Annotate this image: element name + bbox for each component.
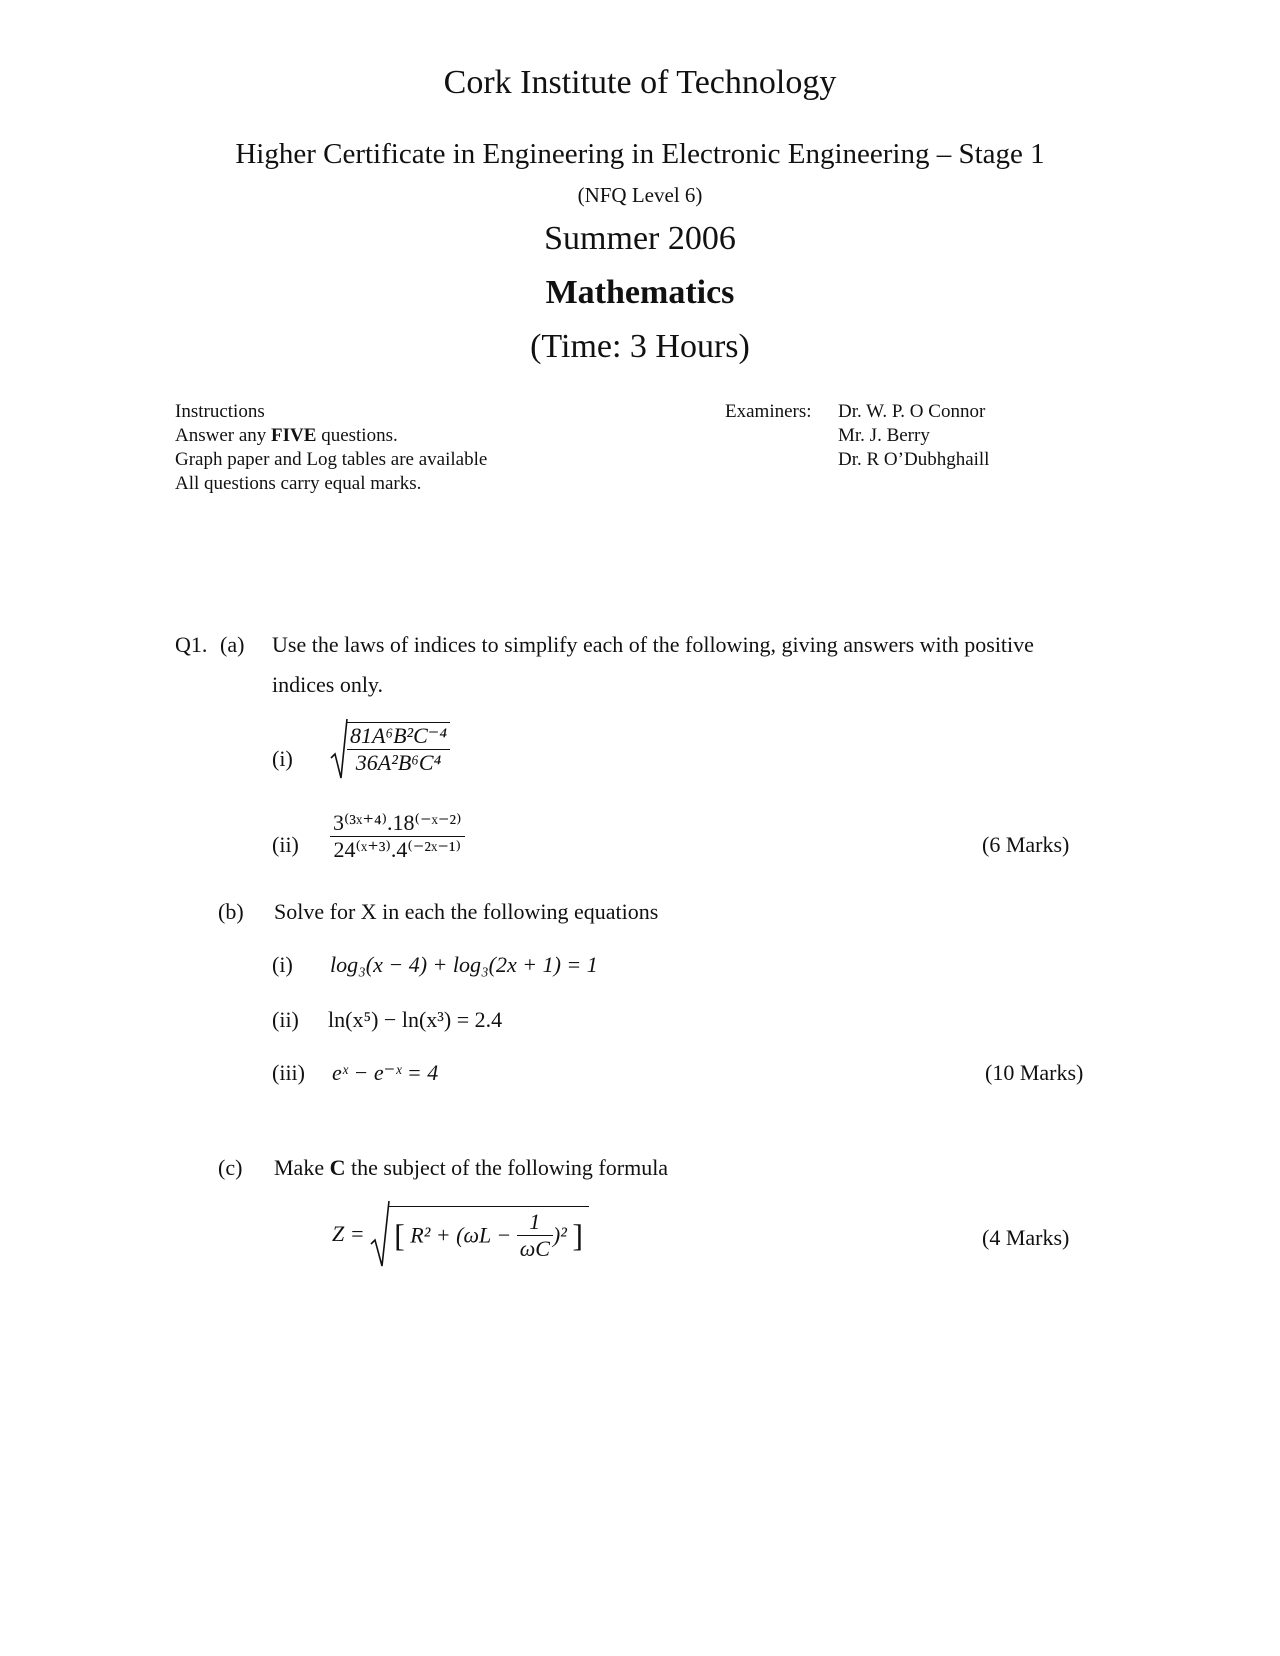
sqrt-sign	[370, 1200, 390, 1268]
part-c-formula	[332, 1200, 589, 1268]
part-b-ii-label: (ii)	[272, 1007, 299, 1032]
part-c-marks: (4 Marks)	[982, 1225, 1070, 1250]
examiner-name: Dr. W. P. O Connor	[838, 401, 986, 422]
instructions-heading: Instructions	[175, 401, 265, 422]
fraction-numerator: 81A⁶B²C⁻⁴	[350, 723, 448, 748]
fraction-numerator: 3⁽³ˣ⁺⁴⁾.18⁽⁻ˣ⁻²⁾	[333, 810, 462, 835]
exam-duration: (Time: 3 Hours)	[530, 328, 750, 365]
instruction-prefix: Answer any	[175, 425, 272, 446]
instruction-five: FIVE	[271, 425, 317, 446]
part-a-ii-expression	[330, 810, 465, 863]
formula-tail: )²	[552, 1222, 567, 1248]
part-b-iii-label: (iii)	[272, 1060, 305, 1085]
part-b-i-label: (i)	[272, 952, 293, 977]
fraction-numerator: 1	[529, 1209, 541, 1234]
fraction	[517, 1209, 553, 1262]
radical-icon	[370, 1200, 390, 1268]
instructions-block	[175, 400, 487, 496]
instruction-suffix: questions.	[316, 425, 398, 446]
part-a-text-line2: indices only.	[272, 672, 383, 697]
instruction-equal-marks: All questions carry equal marks.	[175, 473, 422, 494]
formula-lhs: Z =	[332, 1221, 365, 1246]
part-b-marks: (10 Marks)	[985, 1060, 1084, 1085]
part-c-text	[274, 1155, 668, 1181]
formula-inner: R² + (ωL −	[410, 1222, 512, 1248]
part-c-text-prefix: Make	[274, 1155, 330, 1180]
examiner-name: Dr. R O’Dubhghaill	[838, 449, 990, 470]
part-a-marks: (6 Marks)	[982, 832, 1070, 857]
part-a-i-label: (i)	[272, 746, 293, 771]
part-b-iii-equation: eˣ − e⁻ˣ = 4	[332, 1060, 439, 1085]
examiner-name: Mr. J. Berry	[838, 425, 930, 446]
institution-title: Cork Institute of Technology	[443, 64, 837, 101]
part-b-ii-equation: ln(x⁵) − ln(x³) = 2.4	[328, 1007, 503, 1032]
bracket-close: ]	[572, 1217, 583, 1253]
part-a-label: (a)	[220, 632, 245, 657]
part-a-text-line1: Use the laws of indices to simplify each of the following, giving answers with positive	[272, 632, 1034, 657]
part-b-i-equation: log₃(x − 4) + log₃(2x + 1) = 1	[330, 952, 598, 977]
radical-icon	[330, 718, 348, 780]
instruction-graph-paper: Graph paper and Log tables are available	[175, 449, 488, 470]
formula-radicand	[388, 1206, 589, 1262]
part-b-label: (b)	[218, 899, 244, 924]
fraction	[330, 810, 465, 863]
fraction	[347, 722, 450, 776]
bracket-open: [	[394, 1217, 405, 1253]
fraction-denominator: ωC	[517, 1235, 553, 1262]
examiners-list	[838, 400, 989, 472]
fraction-denominator: 24⁽ˣ⁺³⁾.4⁽⁻²ˣ⁻¹⁾	[330, 836, 465, 863]
exam-session: Summer 2006	[544, 220, 736, 257]
fraction-denominator: 36A²B⁶C⁴	[347, 749, 450, 776]
part-c-text-bold: C	[329, 1155, 346, 1180]
sqrt-sign	[330, 718, 348, 780]
part-c-label: (c)	[218, 1155, 243, 1180]
exam-subject: Mathematics	[545, 274, 735, 311]
instruction-answer-five	[175, 424, 487, 448]
part-b-text: Solve for X in each the following equations	[274, 899, 659, 924]
question-number: Q1.	[175, 632, 208, 657]
part-a-ii-label: (ii)	[272, 832, 299, 857]
part-c-text-suffix: the subject of the following formula	[345, 1155, 669, 1180]
programme-title: Higher Certificate in Engineering in Electronic Engineering – Stage 1	[235, 138, 1045, 170]
nfq-level: (NFQ Level 6)	[577, 183, 703, 207]
examiners-label: Examiners:	[725, 401, 812, 422]
part-a-i-expression	[330, 718, 450, 780]
